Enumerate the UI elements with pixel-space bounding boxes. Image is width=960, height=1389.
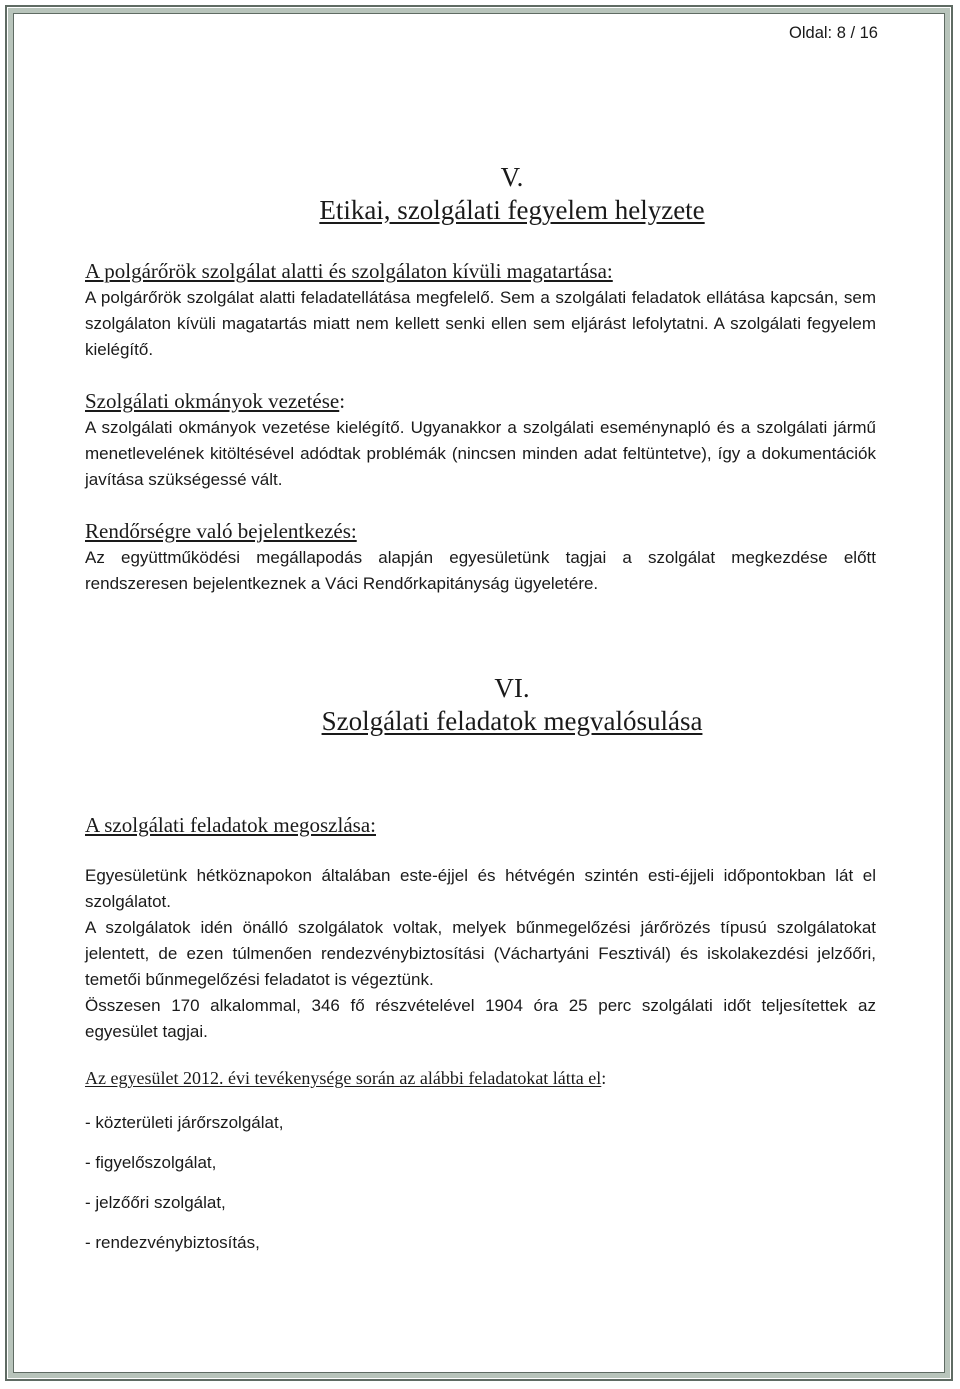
list-item: - rendezvénybiztosítás,: [85, 1233, 260, 1252]
page-number: Oldal: 8 / 16: [789, 24, 878, 42]
section-heading-text: Szolgálati okmányok vezetése: [85, 389, 340, 413]
section-heading-police: [85, 519, 357, 544]
list-item: - figyelőszolgálat,: [85, 1153, 217, 1172]
section-heading-suffix: :: [339, 389, 346, 413]
chapter-title: [0, 706, 960, 737]
section-heading-documents: [85, 389, 345, 414]
paragraph-distribution-1: Egyesületünk hétköznapokon általában este-éjjel és hétvégén szintén esti-éjjeli időpontokban lát el szolgálatot.: [85, 866, 876, 911]
paragraph-documents: A szolgálati okmányok vezetése kielégítő. Ugyanakkor a szolgálati eseménynapló és a szolgálati jármű menetlevelének kitöltésével adódtak problémák (nincsen minden adat feltüntetve), így a dokumentációk javítása szükségessé vált.: [85, 418, 876, 489]
list-item: - jelzőőri szolgálat,: [85, 1193, 226, 1212]
tasks-intro: [85, 1068, 606, 1089]
list-item: - közterületi járőrszolgálat,: [85, 1113, 284, 1132]
tasks-intro-text: Az egyesület 2012. évi tevékenysége során az alábbi feladatokat látta el: [85, 1068, 602, 1088]
paragraph-distribution-3: Összesen 170 alkalommal, 346 fő részvételével 1904 óra 25 perc szolgálati időt teljesítettek az egyesület tagjai.: [85, 996, 876, 1041]
tasks-intro-suffix: :: [601, 1068, 607, 1088]
chapter-number: VI.: [494, 673, 530, 703]
section-heading-conduct: [85, 259, 613, 284]
chapter-title: [0, 195, 960, 226]
chapter-title-text: Szolgálati feladatok megvalósulása: [321, 706, 703, 736]
section-heading-text: Rendőrségre való bejelentkezés:: [85, 519, 357, 543]
chapter-number: V.: [500, 162, 524, 192]
paragraph-police: Az együttműködési megállapodás alapján egyesületünk tagjai a szolgálat megkezdése előtt rendszeresen bejelentkeznek a Váci Rendőrkapitányság ügyeletére.: [85, 548, 876, 593]
chapter-title-text: Etikai, szolgálati fegyelem helyzete: [319, 195, 705, 225]
section-heading-text: A szolgálati feladatok megoszlása:: [85, 813, 376, 837]
paragraph-distribution-2: A szolgálatok idén önálló szolgálatok voltak, melyek bűnmegelőzési járőrözés típusú szolgálatokat jelentett, de ezen túlmenően rendezvénybiztosítási (Váchartyáni Fesztivál) és iskolakezdési jelzőőri, temetői bűnmegelőzési feladatot is végeztünk.: [85, 918, 876, 989]
section-heading-text: A polgárőrök szolgálat alatti és szolgálaton kívüli magatartása:: [85, 259, 613, 283]
paragraph-conduct: A polgárőrök szolgálat alatti feladatellátása megfelelő. Sem a szolgálati feladatok ellátása kapcsán, sem szolgálaton kívüli magatartás miatt nem kellett senki ellen sem eljárást lefolytatni. A szolgálati fegyelem kielégítő.: [85, 288, 876, 359]
section-heading-distribution: [85, 813, 376, 838]
